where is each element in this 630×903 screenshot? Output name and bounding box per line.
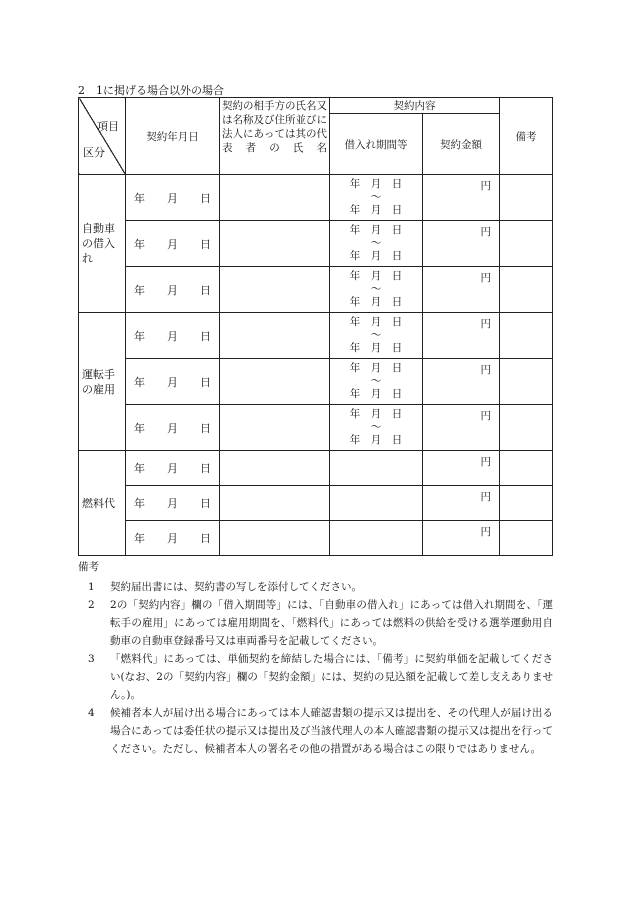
table-row (79, 313, 553, 359)
table-row (79, 359, 553, 405)
party-cell (220, 486, 330, 521)
amount-cell: 円 (423, 313, 500, 359)
amount-cell: 円 (423, 521, 500, 556)
amount-cell: 円 (423, 175, 500, 221)
notes-section (78, 558, 553, 758)
table-row (79, 221, 553, 267)
period-cell (330, 486, 423, 521)
note-number: 1 (88, 581, 95, 593)
party-cell (220, 175, 330, 221)
table-row (79, 521, 553, 556)
period-cell: 年 月 日 〜 年 月 日 (330, 175, 423, 221)
header-amount: 契約金額 (423, 114, 500, 175)
header-remarks: 備考 (500, 98, 553, 175)
contract-date-cell: 年 月 日 (126, 221, 220, 267)
party-cell (220, 267, 330, 313)
contract-date-cell: 年 月 日 (126, 359, 220, 405)
amount-cell: 円 (423, 267, 500, 313)
note-number: 2 (88, 599, 95, 611)
period-cell: 年 月 日 〜 年 月 日 (330, 405, 423, 451)
header-period: 借入れ期間等 (330, 114, 423, 175)
header-item: 項目 (97, 120, 119, 133)
period-cell: 年 月 日 〜 年 月 日 (330, 267, 423, 313)
contract-date-cell: 年 月 日 (126, 521, 220, 556)
amount-cell: 円 (423, 451, 500, 486)
note-number: 3 (88, 653, 95, 665)
period-cell (330, 451, 423, 486)
contract-date-cell: 年 月 日 (126, 486, 220, 521)
period-cell: 年 月 日 〜 年 月 日 (330, 221, 423, 267)
note-text: 2の「契約内容」欄の「借入期間等」には、「自動車の借入れ」にあっては借入れ期間を、「運転手の雇用」にあっては雇用期間を、「燃料代」にあっては燃料の供給を受ける選挙運動用自動車の自動車登録番号又は車両番号を記載してください。 (110, 599, 553, 647)
category-cell: 運転手の雇用 (79, 313, 126, 451)
period-cell: 年 月 日 〜 年 月 日 (330, 359, 423, 405)
party-cell (220, 359, 330, 405)
section-heading: 2 1に掲げる場合以外の場合 (78, 84, 224, 97)
table-row (79, 175, 553, 221)
party-cell (220, 405, 330, 451)
note-item (88, 704, 553, 758)
contract-date-cell: 年 月 日 (126, 451, 220, 486)
note-number: 4 (88, 707, 95, 719)
party-cell (220, 313, 330, 359)
remarks-cell (500, 221, 553, 267)
remarks-cell (500, 175, 553, 221)
remarks-cell (500, 405, 553, 451)
category-cell: 自動車の借入れ (79, 175, 126, 313)
header-contract-date: 契約年月日 (126, 98, 220, 175)
contract-date-cell: 年 月 日 (126, 175, 220, 221)
header-category: 区分 (83, 146, 105, 159)
category-cell: 燃料代 (79, 451, 126, 556)
contract-date-cell: 年 月 日 (126, 267, 220, 313)
table-row (79, 267, 553, 313)
contract-table (78, 97, 553, 556)
note-text: 「燃料代」にあっては、単価契約を締結した場合には、「備考」に契約単価を記載してください(なお、2の「契約内容」欄の「契約金額」には、契約の見込額を記載して差し支えありません。)。 (110, 653, 553, 701)
period-cell: 年 月 日 〜 年 月 日 (330, 313, 423, 359)
party-cell (220, 521, 330, 556)
party-cell (220, 451, 330, 486)
note-item (88, 596, 553, 650)
amount-cell: 円 (423, 486, 500, 521)
note-item (88, 650, 553, 704)
period-cell (330, 521, 423, 556)
remarks-cell (500, 313, 553, 359)
remarks-cell (500, 451, 553, 486)
remarks-cell (500, 486, 553, 521)
item-category-header (79, 98, 126, 175)
table-row (79, 451, 553, 486)
amount-cell: 円 (423, 221, 500, 267)
table-row (79, 405, 553, 451)
table-row (79, 486, 553, 521)
contract-date-cell: 年 月 日 (126, 405, 220, 451)
header-contract-content: 契約内容 (330, 98, 500, 114)
contract-date-cell: 年 月 日 (126, 313, 220, 359)
party-cell (220, 221, 330, 267)
remarks-cell (500, 267, 553, 313)
remarks-cell (500, 359, 553, 405)
note-text: 候補者本人が届け出る場合にあっては本人確認書類の提示又は提出を、その代理人が届け出る場合にあっては委任状の提示又は提出及び当該代理人の本人確認書類の提示又は提出を行ってください。ただし、候補者本人の署名その他の措置がある場合はこの限りではありません。 (110, 707, 553, 755)
note-text: 契約届出書には、契約書の写しを添付してください。 (110, 581, 362, 593)
header-party: 契約の相手方の氏名又は名称及び住所並びに法人にあっては其の代表者の氏名 (220, 98, 330, 175)
notes-title: 備考 (78, 561, 99, 573)
note-item (88, 578, 553, 596)
amount-cell: 円 (423, 405, 500, 451)
amount-cell: 円 (423, 359, 500, 405)
remarks-cell (500, 521, 553, 556)
